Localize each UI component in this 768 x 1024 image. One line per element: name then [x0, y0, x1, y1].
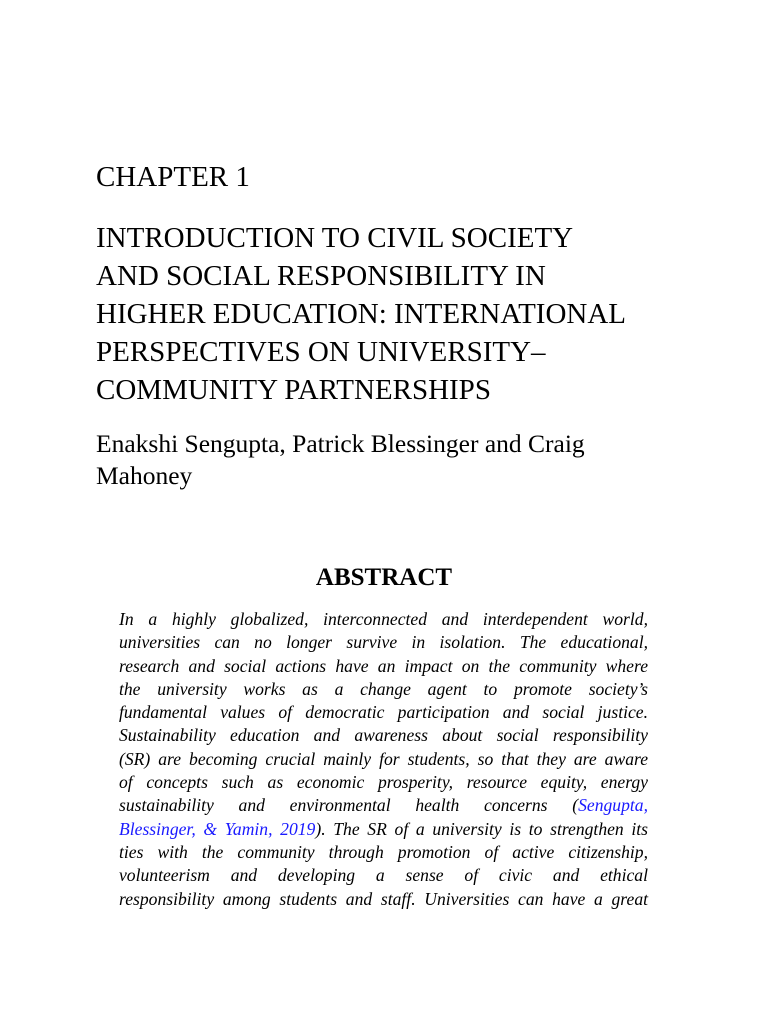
abstract-body: [119, 608, 648, 911]
abstract-line: research and social actions have an impact on the community where: [119, 655, 648, 676]
chapter-title-line: INTRODUCTION TO CIVIL SOCIETY: [96, 222, 574, 254]
chapter-title-line: PERSPECTIVES ON UNIVERSITY–: [96, 336, 546, 368]
abstract-line: fundamental values of democratic participation and social justice.: [119, 702, 648, 723]
abstract-line: (SR) are becoming crucial mainly for students, so that they are aware: [119, 748, 648, 769]
abstract-line-text: ). The SR of a university is to strengthen its: [315, 818, 649, 839]
abstract-line: In a highly globalized, interconnected and interdependent world,: [119, 609, 648, 629]
abstract-line: [119, 818, 648, 841]
chapter-title-line: HIGHER EDUCATION: INTERNATIONAL: [96, 298, 626, 330]
abstract-line: of concepts such as economic prosperity, resource equity, energy: [119, 772, 648, 793]
abstract-line: volunteerism and developing a sense of civic and ethical: [119, 865, 648, 886]
abstract-line: Sustainability education and awareness about social responsibility: [119, 725, 648, 746]
author-list: Enakshi Sengupta, Patrick Blessinger and Craig Mahoney: [96, 429, 585, 490]
abstract-line: responsibility among students and staff. Universities can have a great: [119, 888, 648, 909]
chapter-title: [96, 219, 696, 409]
abstract-line: universities can no longer survive in isolation. The educational,: [119, 632, 648, 653]
abstract-line: the university works as a change agent to promote society’s: [119, 678, 648, 699]
chapter-label: CHAPTER 1: [96, 161, 250, 193]
citation-link[interactable]: Sengupta,: [578, 795, 648, 816]
chapter-title-line: COMMUNITY PARTNERSHIPS: [96, 374, 491, 406]
abstract-line-text: sustainability and environmental health concerns (: [119, 795, 579, 816]
abstract-line: [119, 794, 648, 817]
abstract-line: ties with the community through promotion of active citizenship,: [119, 841, 648, 862]
chapter-title-line: AND SOCIAL RESPONSIBILITY IN: [96, 260, 546, 292]
abstract-heading: ABSTRACT: [315, 564, 453, 591]
citation-link[interactable]: Blessinger, & Yamin, 2019: [119, 818, 316, 839]
